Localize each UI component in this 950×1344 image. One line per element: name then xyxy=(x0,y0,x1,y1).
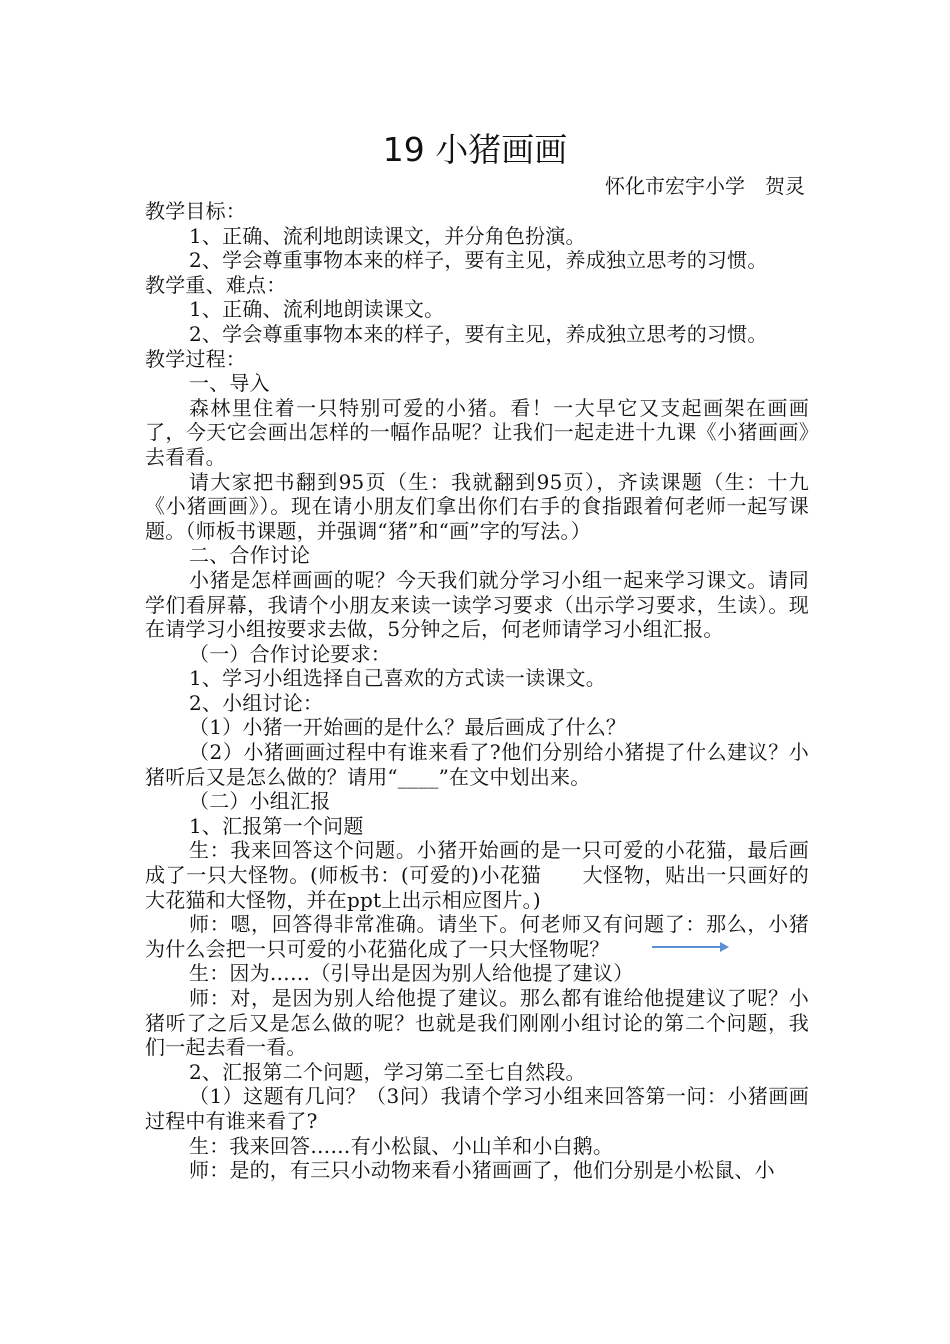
paragraph: 森林里住着一只特别可爱的小猪。看！一大早它又支起画架在画画了，今天它会画出怎样的一幅作品呢？让我们一起走进十九课《小猪画画》去看看。 xyxy=(145,395,809,469)
paragraph: 师：是的，有三只小动物来看小猪画画了，他们分别是小松鼠、小 xyxy=(189,1158,775,1183)
paragraph: （1）这题有几问？（3问）我请个学习小组来回答第一问：小猪画画过程中有谁来看了? xyxy=(145,1084,809,1133)
document-title: 19 小猪画画 xyxy=(382,130,568,169)
paragraph: （二）小组汇报 xyxy=(189,789,331,814)
paragraph: 生：因为……（引导出是因为别人给他提了建议） xyxy=(189,961,634,986)
paragraph: 2、学会尊重事物本来的样子，要有主见，养成独立思考的习惯。 xyxy=(189,248,768,273)
document-body xyxy=(145,199,809,1183)
paragraph: 二、合作讨论 xyxy=(189,543,311,568)
author-line: 怀化市宏宇小学 贺灵 xyxy=(605,174,805,198)
paragraph: 1、汇报第一个问题 xyxy=(189,813,364,838)
paragraph: 教学目标： xyxy=(145,199,246,223)
paragraph: 师：嗯，回答得非常准确。请坐下。何老师又有问题了：那么，小猪为什么会把一只可爱的小花猫化成了一只大怪物呢？ xyxy=(145,912,809,961)
paragraph: 1、学习小组选择自己喜欢的方式读一读课文。 xyxy=(189,666,606,691)
paragraph: （2）小猪画画过程中有谁来看了?他们分别给小猪提了什么建议？小猪听后又是怎么做的？请用“____”在文中划出来。 xyxy=(145,740,809,789)
paragraph: 1、正确、流利地朗读课文。 xyxy=(189,297,445,322)
paragraph: （一）合作讨论要求： xyxy=(189,641,391,666)
paragraph: 教学过程： xyxy=(145,346,246,371)
paragraph: 2、汇报第二个问题，学习第二至七自然段。 xyxy=(189,1059,586,1084)
paragraph: 2、学会尊重事物本来的样子，要有主见，养成独立思考的习惯。 xyxy=(189,321,768,346)
paragraph: （1）小猪一开始画的是什么？最后画成了什么？ xyxy=(189,715,627,740)
paragraph: 2、小组讨论： xyxy=(189,690,324,715)
arrow-icon xyxy=(650,940,730,954)
paragraph: 生：我来回答这个问题。小猪开始画的是一只可爱的小花猫，最后画成了一只大怪物。(师板书：(可爱的)小花猫 大怪物，贴出一只画好的大花猫和大怪物，并在ppt上出示相应图片。) xyxy=(145,838,809,912)
paragraph: 生：我来回答……有小松鼠、小山羊和小白鹅。 xyxy=(189,1133,614,1158)
paragraph: 一、导入 xyxy=(189,371,270,396)
paragraph: 1、正确、流利地朗读课文，并分角色扮演。 xyxy=(189,223,586,248)
paragraph: 请大家把书翻到95页（生：我就翻到95页），齐读课题（生：十九《小猪画画》）。现在请小朋友们拿出你们右手的食指跟着何老师一起写课题。（师板书课题，并强调“猪”和“画”字的写法。） xyxy=(145,469,809,543)
paragraph: 小猪是怎样画画的呢？今天我们就分学习小组一起来学习课文。请同学们看屏幕，我请个小朋友来读一读学习要求（出示学习要求，生读）。现在请学习小组按要求去做，5分钟之后，何老师请学习小组汇报。 xyxy=(145,567,809,642)
paragraph: 师：对，是因为别人给他提了建议。那么都有谁给他提建议了呢？小猪听了之后又是怎么做的呢？也就是我们刚刚小组讨论的第二个问题，我们一起去看一看。 xyxy=(145,986,809,1060)
paragraph: 教学重、难点： xyxy=(145,272,287,297)
